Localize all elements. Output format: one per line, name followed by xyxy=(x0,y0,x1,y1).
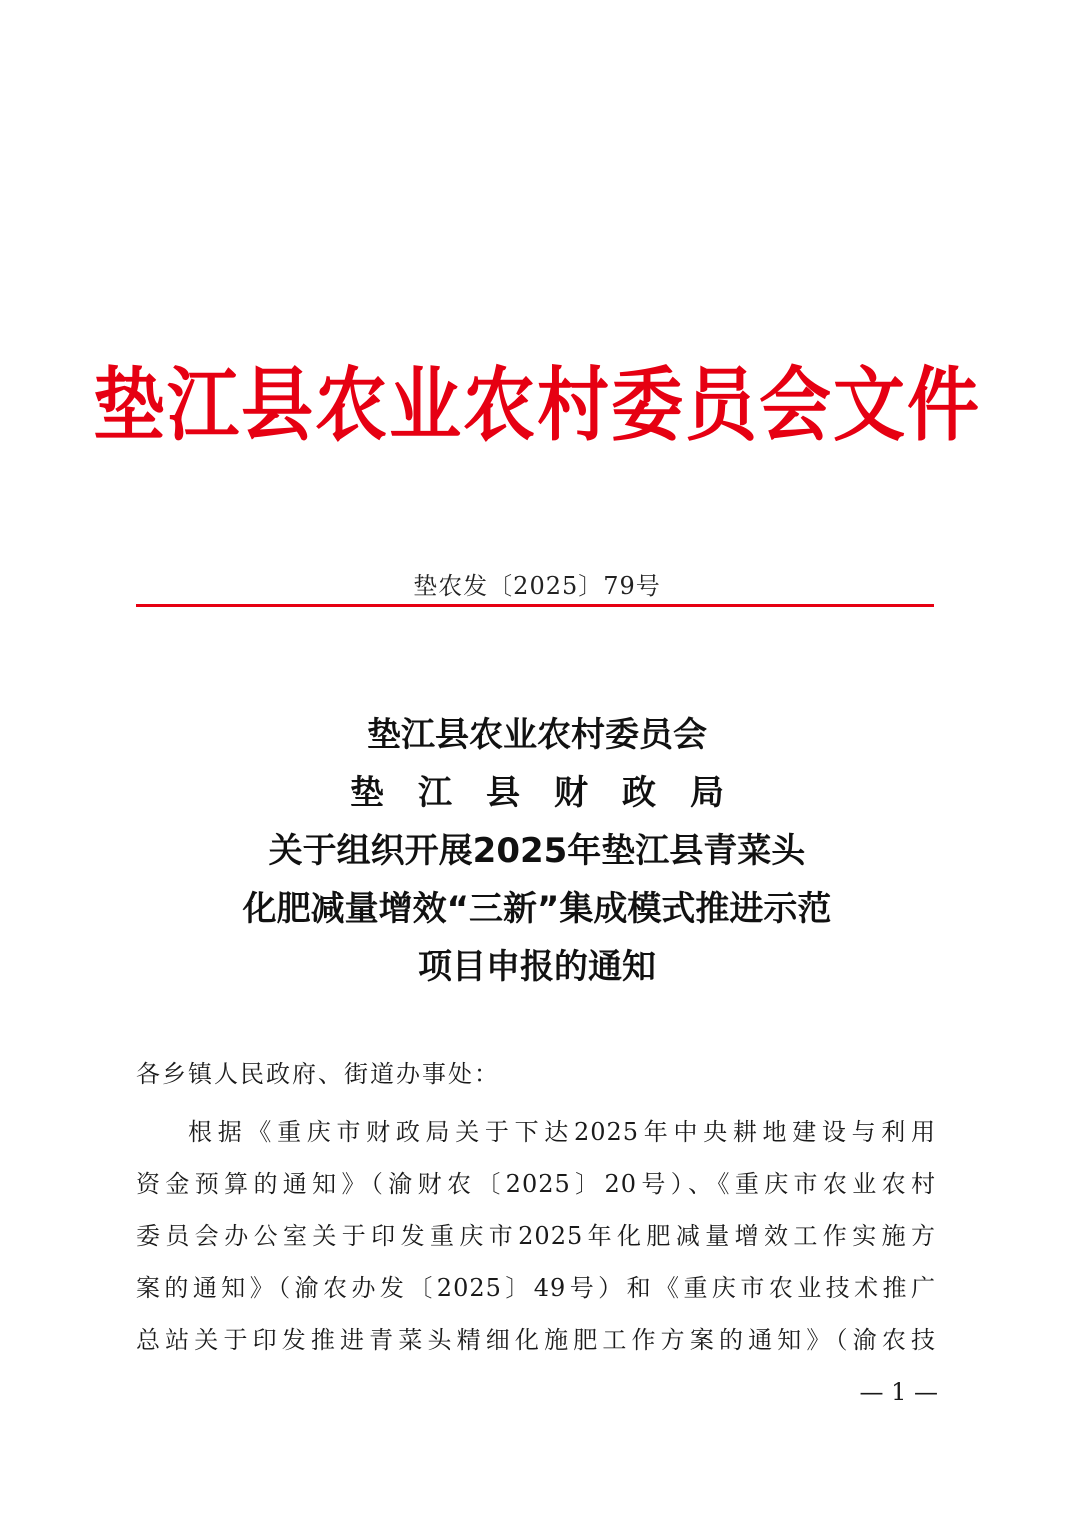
title-line-4: 化肥减量增效“三新”集成模式推进示范 xyxy=(242,889,832,929)
red-divider-line xyxy=(136,604,934,607)
body-line: 资金预算的通知》（渝财农〔2025〕20号）、《重庆市农业农村 xyxy=(136,1170,936,1198)
notice-title xyxy=(0,706,1074,996)
title-line-5: 项目申报的通知 xyxy=(418,947,656,987)
document-number: 垫农发〔2025〕79号 xyxy=(413,572,661,600)
issuer-line-1: 垫江县农业农村委员会 xyxy=(367,715,707,755)
body-line: 根据《重庆市财政局关于下达2025年中央耕地建设与利用 xyxy=(188,1118,936,1146)
body-line: 委员会办公室关于印发重庆市2025年化肥减量增效工作实施方 xyxy=(136,1222,936,1250)
body-line: 总站关于印发推进青菜头精细化施肥工作方案的通知》（渝农技 xyxy=(136,1326,936,1354)
page-number: — 1 — xyxy=(859,1378,938,1406)
body-paragraph xyxy=(136,1106,936,1366)
salutation: 各乡镇人民政府、街道办事处： xyxy=(136,1060,500,1088)
document-masthead: 垫江县农业农村委员会文件 xyxy=(92,356,981,452)
body-line: 案的通知》（渝农办发〔2025〕49号）和《重庆市农业技术推广 xyxy=(136,1274,936,1302)
title-line-3: 关于组织开展2025年垫江县青菜头 xyxy=(268,831,806,871)
issuer-line-2: 垫 江 县 财 政 局 xyxy=(350,773,724,813)
